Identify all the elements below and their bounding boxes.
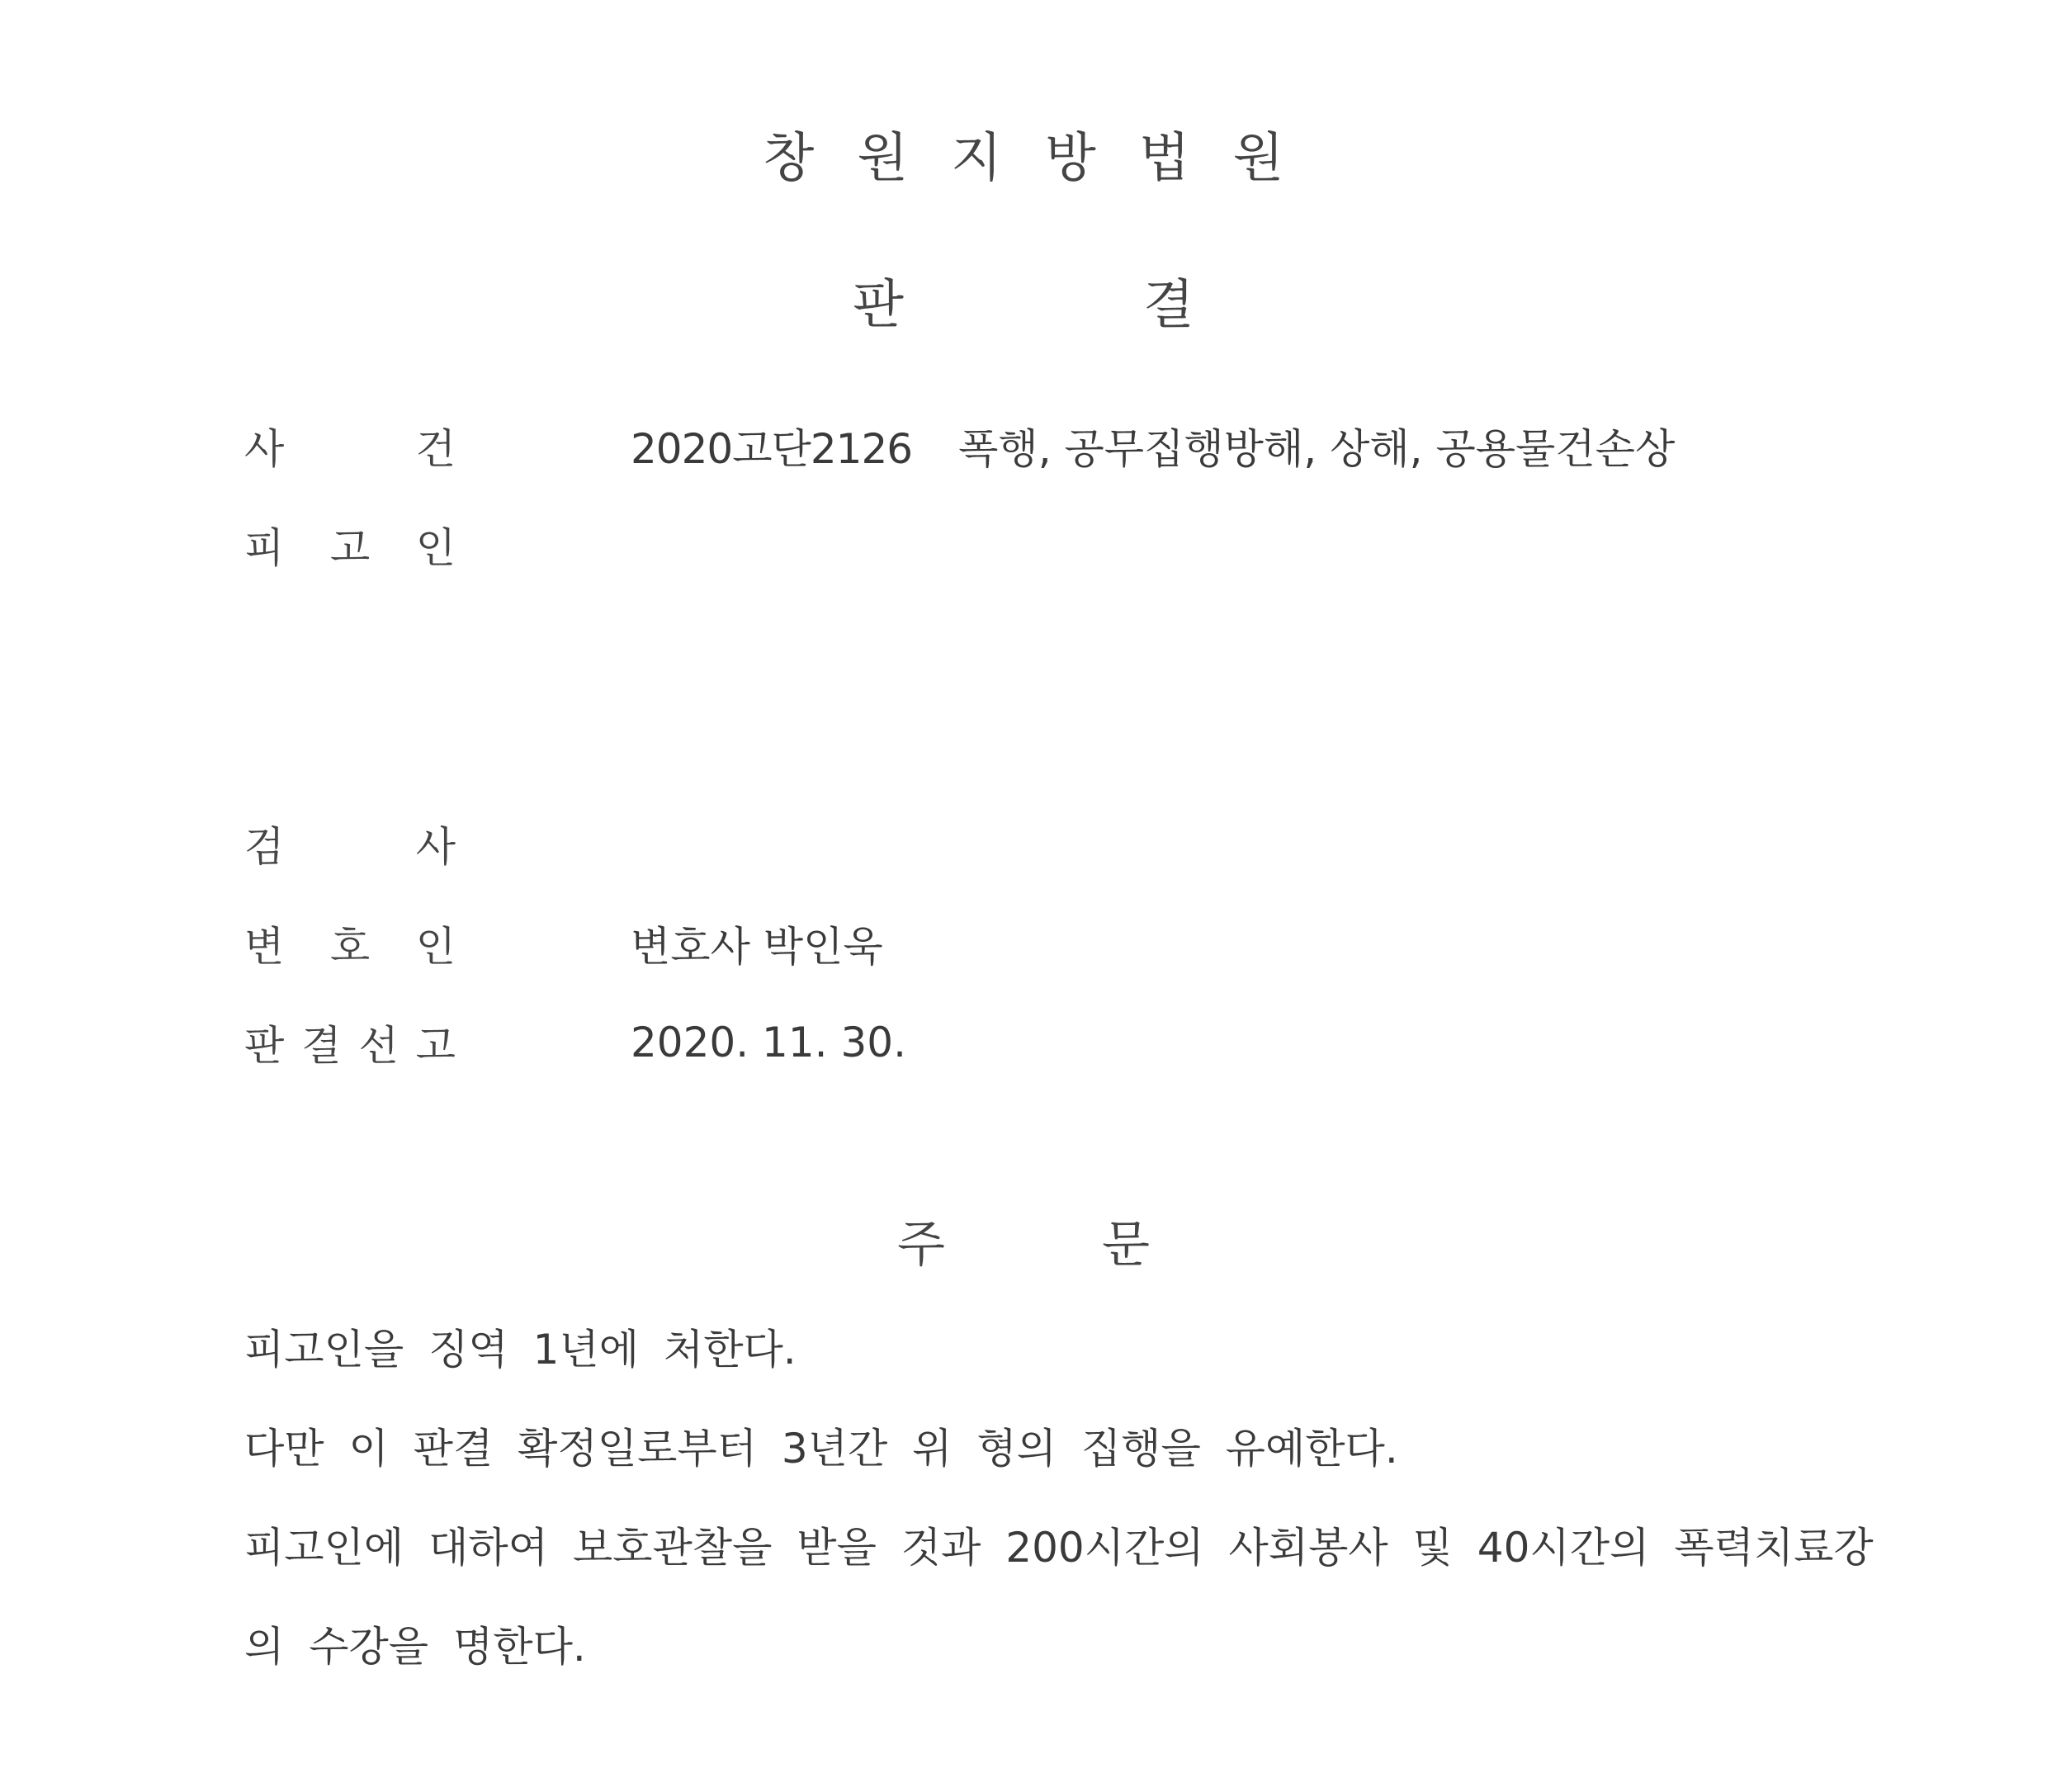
sentencing-date-label-char: 결	[301, 1022, 342, 1070]
prosecutor-row	[244, 815, 456, 872]
case-label-char: 건	[415, 425, 456, 473]
sentencing-date-row	[244, 1014, 906, 1071]
sentencing-date-label-char: 고	[415, 1022, 456, 1070]
counsel-row	[244, 915, 883, 972]
prosecutor-label-char: 사	[415, 823, 456, 871]
defendant-label	[244, 515, 456, 574]
sentencing-date-label-char: 선	[358, 1022, 399, 1070]
order-line: 의 수강을 명한다.	[244, 1623, 586, 1671]
order-section-title: 주문	[897, 1216, 1307, 1274]
prosecutor-label	[244, 814, 456, 873]
counsel-label-char: 변	[244, 923, 285, 971]
sentencing-date-label	[244, 1013, 456, 1072]
order-line: 피고인을 징역 1년에 처한다.	[244, 1326, 797, 1374]
counsel-label	[244, 914, 456, 973]
sentencing-date-value: 2020. 11. 30.	[631, 1019, 906, 1066]
case-label-char: 사	[244, 425, 285, 473]
case-number: 2020고단2126	[631, 425, 913, 473]
case-label	[244, 416, 456, 475]
case-row	[244, 417, 1676, 475]
case-charges: 폭행, 공무집행방해, 상해, 공용물건손상	[958, 425, 1676, 473]
prosecutor-label-char: 검	[244, 823, 285, 871]
defendant-label-char: 고	[329, 524, 371, 572]
order-line: 다만 이 판결 확정일로부터 3년간 위 형의 집행을 유예한다.	[244, 1425, 1398, 1473]
counsel-label-char: 호	[329, 923, 371, 971]
counsel-label-char: 인	[415, 923, 456, 971]
document-title: 판결	[853, 275, 1434, 336]
defendant-label-char: 인	[415, 524, 456, 572]
order-line: 피고인에 대하여 보호관찰을 받을 것과 200시간의 사회봉사 및 40시간의 폭력치료강	[244, 1524, 1874, 1572]
case-value	[631, 416, 1675, 475]
defendant-label-char: 피	[244, 524, 285, 572]
defendant-row	[244, 516, 456, 574]
counsel-value: 변호사 박인욱	[631, 923, 883, 971]
court-name: 창원지방법원	[763, 128, 1327, 189]
sentencing-date-label-char: 판	[244, 1022, 285, 1070]
